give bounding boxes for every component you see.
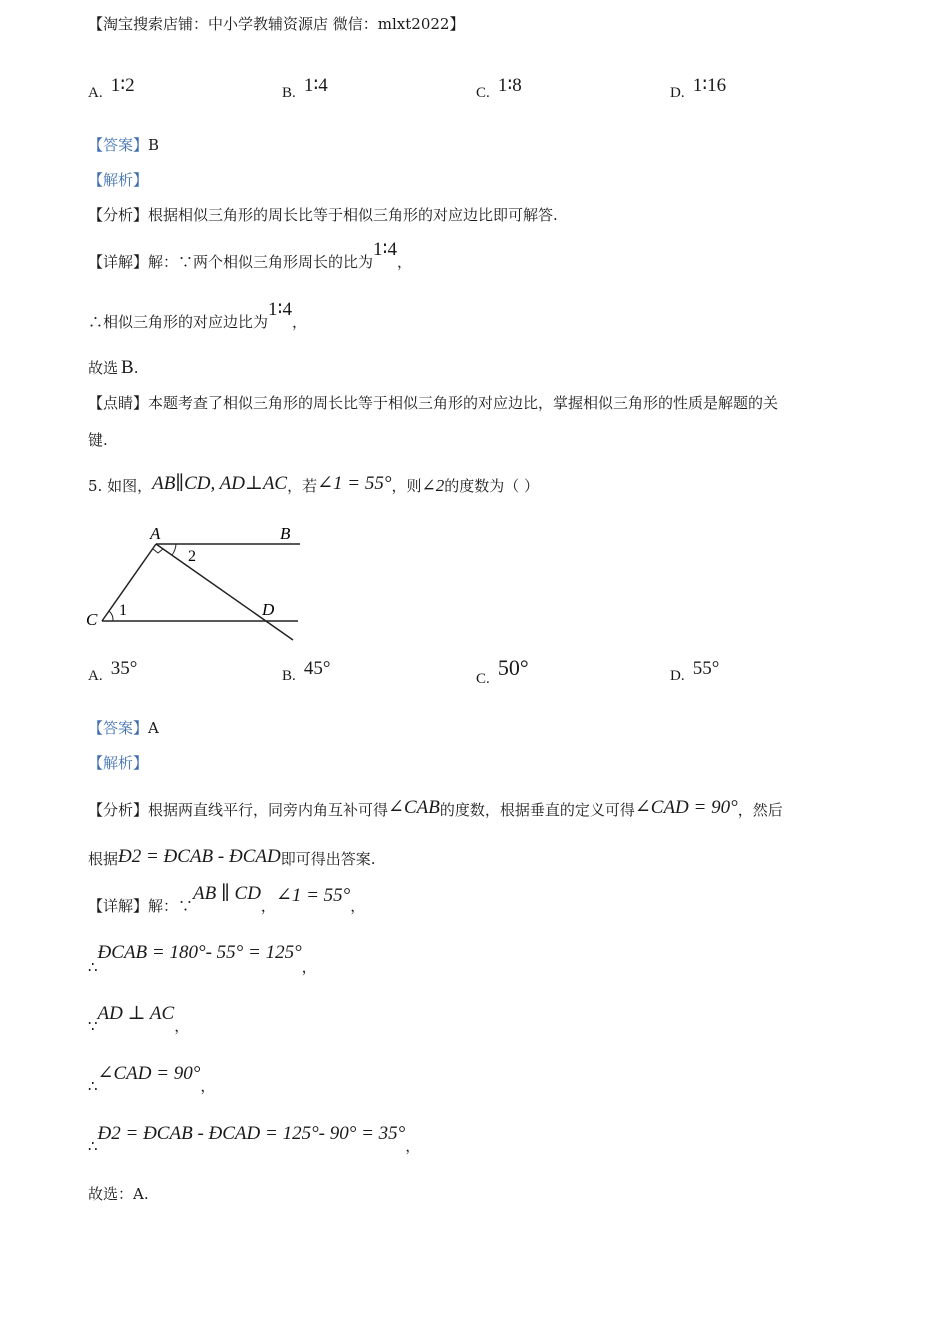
q5-condition-1: AB∥CD, AD⊥AC <box>152 473 288 494</box>
q4-option-b <box>282 74 328 101</box>
choose-math: B <box>121 357 134 378</box>
q5-fenxi-line2 <box>88 846 376 869</box>
fenxi-math-1: ∠CAB <box>388 797 440 818</box>
step4-end: ， <box>405 1137 421 1155</box>
step4-math: Ð2 = ÐCAB - ÐCAD = 125°- 90° = 35° <box>97 1123 406 1144</box>
q5-condition-2: ∠1 = 55° <box>317 473 392 494</box>
q4-step2-line <box>88 299 307 332</box>
line-ac <box>102 544 156 621</box>
detail-math-1: AB ∥ CD <box>193 883 261 904</box>
comment-tag: 【点睛】 <box>88 394 149 412</box>
step2-math: AD ⊥ AC <box>97 1003 175 1024</box>
comment-text: 本题考查了相似三角形的周长比等于相似三角形的对应边比，掌握相似三角形的性质是解题的关 <box>148 394 779 412</box>
step3-end: ， <box>200 1077 216 1095</box>
q5-step2 <box>88 1003 190 1036</box>
q5-tail: 的度数为（ ） <box>444 477 540 495</box>
option-value: 50° <box>497 655 529 680</box>
period: . <box>133 359 139 377</box>
label-b: B <box>280 524 291 543</box>
header-text: 【淘宝搜索店铺：中小学教辅资源店 微信：mlxt2022】 <box>88 15 465 33</box>
q5-stem <box>88 473 540 496</box>
detail-text: 解：∵两个相似三角形周长的比为 <box>148 253 374 271</box>
fenxi-tag: 【分析】 <box>88 801 149 819</box>
line-ad <box>156 544 293 640</box>
step1-end: ， <box>301 958 317 976</box>
therefore-symbol: ∴ <box>88 1137 98 1155</box>
fenxi-text-c: ，然后 <box>737 801 783 819</box>
fenxi-text-a: 根据两直线平行，同旁内角互补可得 <box>148 801 389 819</box>
therefore-symbol: ∴ <box>88 313 104 331</box>
q4-fenxi-line <box>88 205 558 225</box>
q5-mid-2: ，则 <box>391 477 422 495</box>
option-value: 55° <box>692 658 720 679</box>
q4-analysis-tag: 【解析】 <box>88 171 149 189</box>
step1-math: ÐCAB = 180°- 55° = 125° <box>97 942 302 963</box>
q5-detail-line <box>88 883 366 916</box>
answer-tag: 【答案】 <box>88 136 149 154</box>
option-letter: A. <box>88 668 103 684</box>
option-letter: B. <box>282 668 296 684</box>
answer-tag: 【答案】 <box>88 719 149 737</box>
angle-1-arc <box>109 611 113 621</box>
q5-answer-line <box>88 718 159 738</box>
choose-text: 故选 <box>88 359 119 377</box>
label-a: A <box>150 524 161 543</box>
fenxi2-text-b: 即可得出答案. <box>280 850 376 868</box>
q4-comment-line2: 键. <box>88 431 108 449</box>
step2-text: 相似三角形的对应边比为 <box>103 313 269 331</box>
label-d: D <box>262 600 275 619</box>
q4-detail-line <box>88 239 412 272</box>
q5-angle-2: ∠2 <box>421 476 445 495</box>
detail-end: ， <box>350 897 366 915</box>
option-value: 1∶4 <box>303 75 328 96</box>
option-letter: B. <box>282 85 296 101</box>
option-value: 35° <box>110 658 138 679</box>
option-letter: D. <box>670 85 685 101</box>
detail-tag: 【详解】 <box>88 253 149 271</box>
fenxi-math-2: ∠CAD = 90° <box>634 797 738 818</box>
fenxi-text-b: 的度数，根据垂直的定义可得 <box>439 801 635 819</box>
q5-step1 <box>88 942 317 977</box>
option-letter: D. <box>670 668 685 684</box>
comma: ， <box>396 253 412 271</box>
right-angle-mark <box>153 549 163 553</box>
therefore-symbol: ∴ <box>88 1077 98 1095</box>
label-c: C <box>86 610 98 629</box>
q5-number: 5. 如图， <box>88 477 153 495</box>
detail-math-2: ∠1 = 55° <box>275 885 351 906</box>
angle-2-arc <box>172 544 176 555</box>
answer-value: A <box>148 719 159 737</box>
because-symbol: ∵ <box>88 1017 98 1035</box>
fenxi-text: 根据相似三角形的周长比等于相似三角形的对应边比即可解答. <box>148 206 558 224</box>
option-value: 1∶16 <box>692 75 727 96</box>
q5-choose-line: 故选：A. <box>88 1185 149 1203</box>
answer-value: B <box>148 136 160 154</box>
detail-tag: 【详解】 <box>88 897 149 915</box>
label-angle-1: 1 <box>119 602 127 619</box>
comma: ， <box>291 313 307 331</box>
q5-mid-1: ，若 <box>287 477 318 495</box>
q4-answer-line <box>88 135 159 155</box>
q5-analysis-tag: 【解析】 <box>88 754 149 772</box>
detail-text: 解：∵ <box>148 897 194 915</box>
q5-fenxi-line1 <box>88 797 783 820</box>
option-value: 1∶8 <box>497 75 522 96</box>
option-letter: C. <box>476 85 490 101</box>
q4-option-a <box>88 74 135 101</box>
q4-comment-line1 <box>88 393 778 413</box>
step2-math: 1∶4 <box>268 299 292 320</box>
label-angle-2: 2 <box>188 548 196 565</box>
q5-step4 <box>88 1123 421 1156</box>
option-value: 45° <box>303 658 331 679</box>
q5-option-c <box>476 655 529 687</box>
q4-option-d <box>670 74 727 101</box>
q4-option-c <box>476 74 522 101</box>
q4-choose-line <box>88 358 138 378</box>
option-letter: C. <box>476 671 490 687</box>
fenxi-tag: 【分析】 <box>88 206 149 224</box>
fenxi2-text-a: 根据 <box>88 850 119 868</box>
q5-option-b <box>282 658 331 684</box>
detail-math: 1∶4 <box>373 239 397 260</box>
detail-sep: ， <box>260 897 276 915</box>
option-value: 1∶2 <box>110 75 135 96</box>
q5-geometry-figure <box>80 515 310 650</box>
q5-option-d <box>670 658 720 684</box>
therefore-symbol: ∴ <box>88 958 98 976</box>
step2-end: ， <box>174 1017 190 1035</box>
option-letter: A. <box>88 85 103 101</box>
q5-option-a <box>88 658 138 684</box>
q5-step3 <box>88 1063 216 1096</box>
step3-math: ∠CAD = 90° <box>97 1063 201 1084</box>
fenxi2-math: Ð2 = ÐCAB - ÐCAD <box>118 846 281 867</box>
